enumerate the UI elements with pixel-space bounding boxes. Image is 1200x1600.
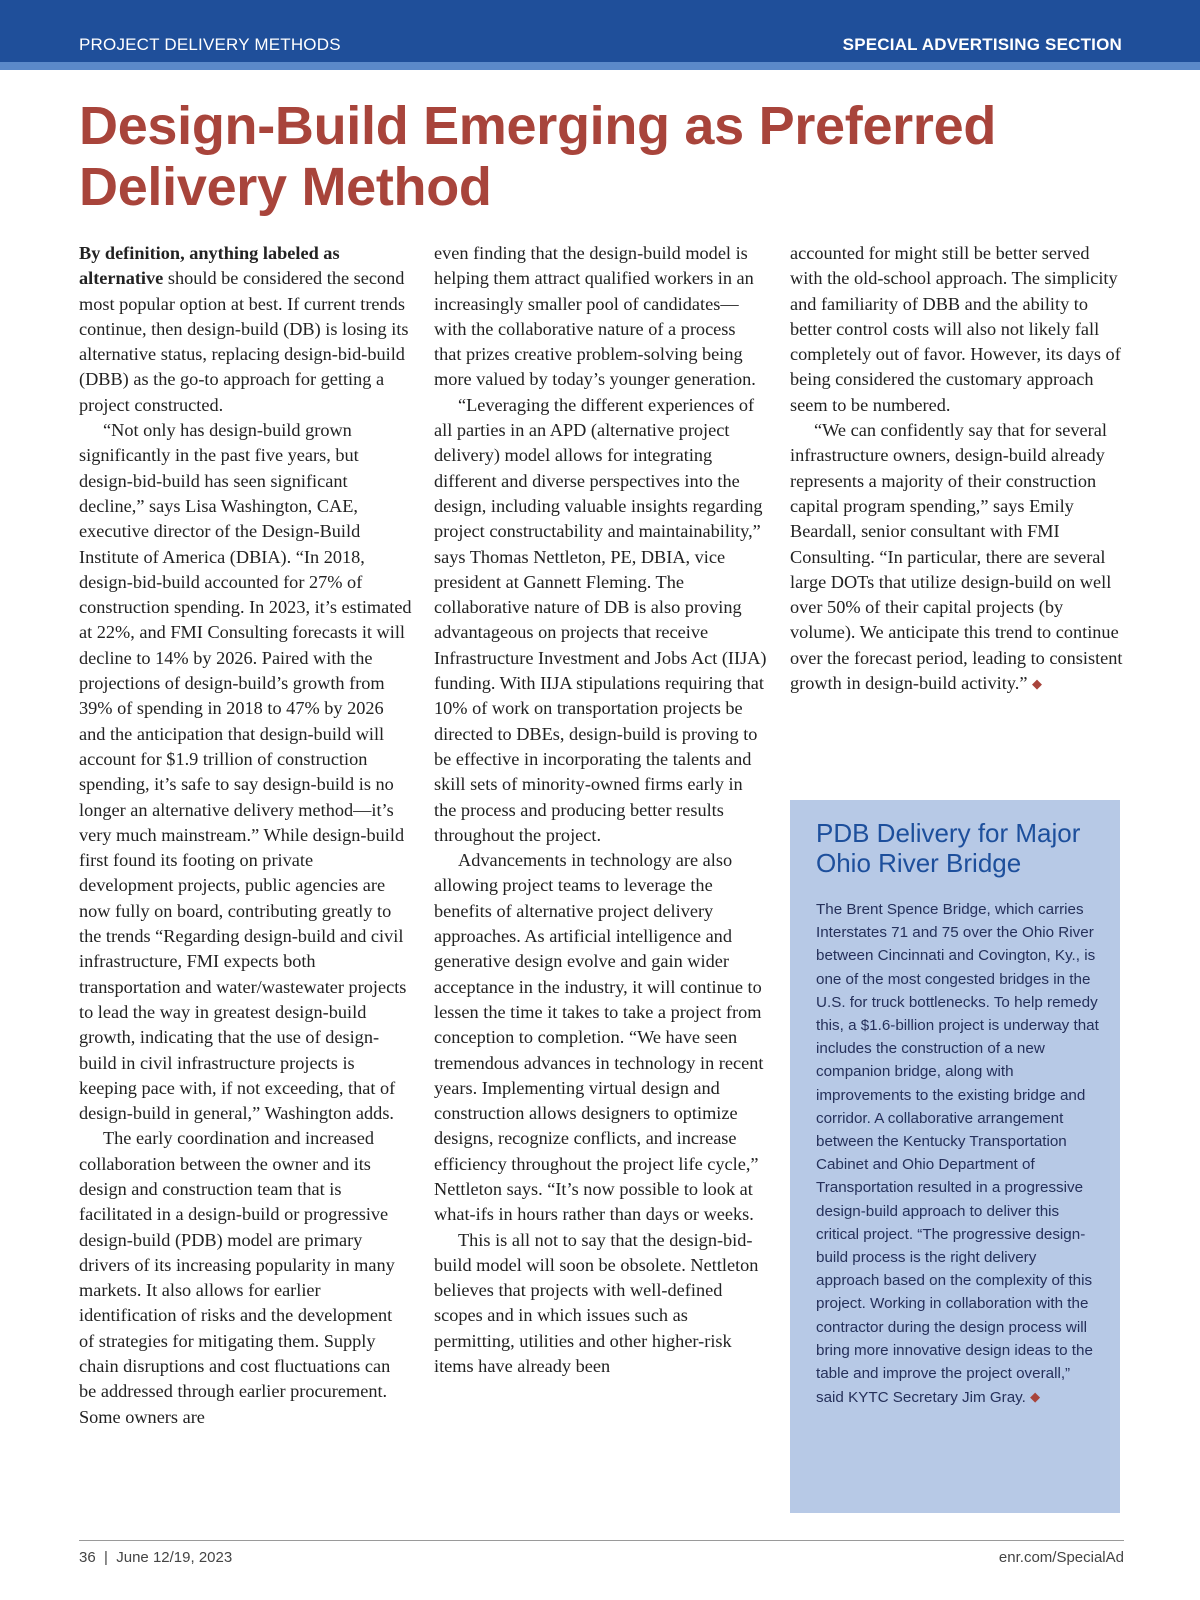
header-bar [0,0,1200,62]
article-paragraph: “Leveraging the different experiences of all parties in an APD (alternative project delivery) model allows for integrating different and diverse perspectives into the design, including valuable insights regarding project constructability and maintainability,” says Thomas Nettleton, PE, DBIA, vice president at Gannett Fleming. The collaborative nature of DB is also proving advantageous on projects that receive Infrastructure Investment and Jobs Act (IIJA) funding. With IIJA stipulations requiring that 10% of work on transportation projects be directed to DBEs, design-build is proving to be effective in incorporating the talents and skill sets of minority-owned firms early in the process and producing better results throughout the project. [434,394,767,845]
article-column-2 [434,241,767,1379]
page-info: 36 | June 12/19, 2023 [79,1549,233,1566]
advertising-label: SPECIAL ADVERTISING SECTION [842,35,1122,54]
sidebar-text: The Brent Spence Bridge, which carries Interstates 71 and 75 over the Ohio River between Cincinnati and Covington, Ky., is one of the most congested bridges in the U.S. for truck bottlenecks. To help remedy this, a $1.6-billion project is underway that includes the construction of a new companion bridge, along with improvements to the existing bridge and corridor. A collaborative arrangement between the Kentucky Transportation Cabinet and Ohio Department of Transportation resulted in a progressive design-build approach to deliver this critical project. “The progressive design-build process is the right delivery approach based on the complexity of this project. Working in collaboration with the contractor during the design process will bring more innovative design ideas to the table and improve the project overall,” said KYTC Secretary Jim Gray. [816,901,1099,1407]
article-paragraph: “Not only has design-build grown significantly in the past five years, but design-bid-build has seen significant decline,” says Lisa Washington, CAE, executive director of the Design-Build Institute of America (DBIA). “In 2018, design-bid-build accounted for 27% of construction spending. In 2023, it’s estimated at 22%, and FMI Consulting forecasts it will decline to 14% by 2026. Paired with the projections of design-build’s growth from 39% of spending in 2018 to 47% by 2026 and the anticipation that design-build will account for $1.9 trillion of construction spending, it’s safe to say design-build is no longer an alternative delivery method—it’s very much mainstream.” While design-build first found its footing on private development projects, public agencies are now fully on board, contributing greatly to the trends “Regarding design-build and civil infrastructure, FMI expects both transportation and water/wastewater projects to lead the way in greatest design-build growth, indicating that the use of design-build in civil infrastructure projects is keeping pace with, if not exceeding, that of design-build in general,” Washington adds. [79,420,412,1124]
sidebar-body [816,898,1100,1409]
article-column-1 [79,241,412,1430]
end-diamond-icon: ◆ [1032,676,1043,692]
sidebar-box [790,800,1120,1513]
paragraph-text: should be considered the second most popular option at best. If current trends continue, then design-build (DB) is losing its alternative status, replacing design-bid-build (DBB) as the go-to approach for getting a project constructed. [79,268,409,415]
header-stripe [0,62,1200,70]
sidebar-title: PDB Delivery for Major Ohio River Bridge [816,818,1081,878]
article-paragraph: The early coordination and increased collaboration between the owner and its design and construction team that is facilitated in a design-build or progressive design-build (PDB) model are primary drivers of its increasing popularity in many markets. It also allows for earlier identification of risks and the development of strategies for mitigating them. Supply chain disruptions and cost fluctuations can be addressed through earlier procurement. Some owners are [79,1128,395,1427]
paragraph-text: “We can confidently say that for several infrastructure owners, design-build already represents a majority of their construction capital program spending,” says Emily Beardall, senior consultant with FMI Consulting. “In particular, there are several large DOTs that utilize design-build on well over 50% of their capital projects (by volume). We anticipate this trend to continue over the forecast period, leading to consistent growth in design-build activity.” [790,420,1123,694]
footer-divider [79,1540,1124,1541]
article-title: Design-Build Emerging as Preferred Delivery Method [79,96,997,217]
footer-url: enr.com/SpecialAd [998,1549,1124,1566]
article-paragraph [790,418,1123,696]
article-paragraph: even finding that the design-build model is helping them attract qualified workers in an increasingly smaller pool of candidates—with the collaborative nature of a process that prizes creative problem-solving being more valued by today’s younger generation. [434,243,756,390]
article-paragraph: This is all not to say that the design-bid-build model will soon be obsolete. Nettleton believes that projects with well-defined scopes and in which issues such as permitting, utilities and other higher-risk items have already been [434,1229,759,1377]
article-paragraph: accounted for might still be better served with the old-school approach. The simplicity and familiarity of DBB and the ability to better control costs will also not likely fall completely out of favor. However, its days of being considered the customary approach seem to be numbered. [790,243,1121,415]
end-diamond-icon: ◆ [1030,1389,1041,1405]
section-label: PROJECT DELIVERY METHODS [79,35,341,54]
article-paragraph: Advancements in technology are also allowing project teams to leverage the benefits of alternative project delivery approaches. As artificial intelligence and generative design evolve and gain wider acceptance in the industry, it will continue to lessen the time it takes to take a project from conception to completion. “We have seen tremendous advances in technology in recent years. Implementing virtual design and construction allows designers to optimize designs, recognize conflicts, and increase efficiency throughout the project life cycle,” Nettleton says. “It’s now possible to look at what-ifs in hours rather than days or weeks. [434,850,764,1225]
article-paragraph [79,241,412,418]
lead-in: By definition, anything labeled as alternative [79,243,340,289]
article-column-3 [790,241,1123,696]
